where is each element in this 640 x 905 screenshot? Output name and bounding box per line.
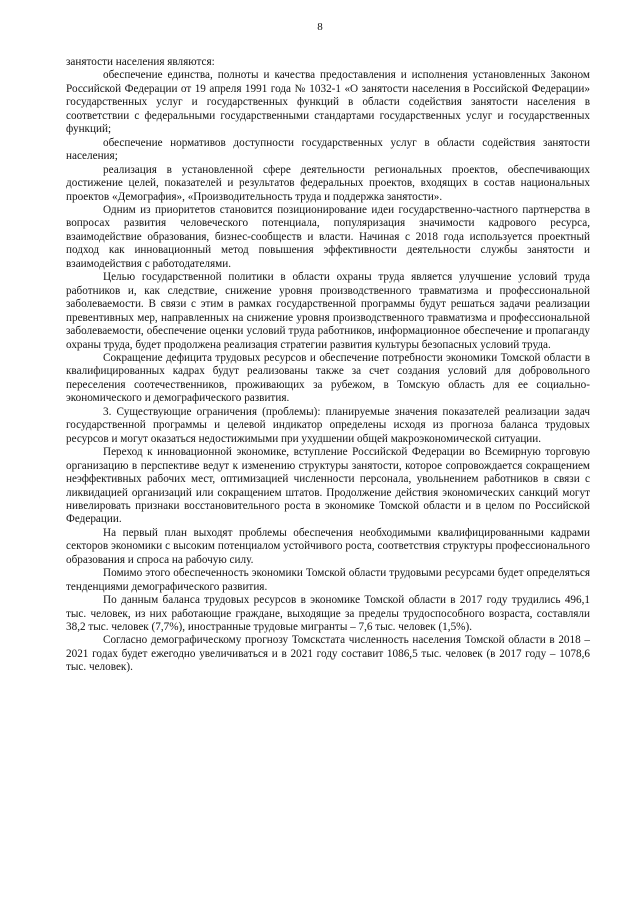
paragraph-goal-regional-projects: реализация в установленной сфере деятельности региональных проектов, обеспечивающих достижение целей, показателей и результатов федеральных проектов, входящих в состав национальных проектов «Демография», «Производительность труда и поддержка занятости». bbox=[66, 163, 590, 203]
paragraph-labor-balance-2017: По данным баланса трудовых ресурсов в экономике Томской области в 2017 году трудились 496,1 тыс. человек, из них работающие граждане, выходящие за пределы трудоспособного возраста, составляли 38,2 тыс. человек (7,7%), иностранные трудовые мигранты – 7,6 тыс. человек (1,5%). bbox=[66, 594, 590, 634]
paragraph-limitations: 3. Существующие ограничения (проблемы): планируемые значения показателей реализации задач государственной программы и целевой индикатор определены исходя из прогноза баланса трудовых ресурсов и могут оказаться недостижимыми при ухудшении общей макроэкономической ситуации. bbox=[66, 405, 590, 445]
paragraph-public-private-partnership: Одним из приоритетов становится позиционирование идеи государственно-частного партнерства в вопросах развития человеческого потенциала, популяризация значимости кадрового ресурса, взаимодействие образования, бизнес-сообществ и власти. Начиная с 2018 года используется проектный подход как инновационный метод повышения эффективности деятельности службы занятости и взаимодействия с работодателями. bbox=[66, 203, 590, 270]
paragraph-goal-accessibility: обеспечение нормативов доступности государственных услуг в области содействия занятости населения; bbox=[66, 136, 590, 163]
paragraph-labor-deficit: Сокращение дефицита трудовых ресурсов и обеспечение потребности экономики Томской области в квалифицированных кадрах будут реализованы также за счет создания условий для добровольного переселения соотечественников, проживающих за рубежом, в Томскую область для ее социально-экономического и демографического развития. bbox=[66, 351, 590, 405]
paragraph-demographic-trends: Помимо этого обеспеченность экономики Томской области трудовыми ресурсами будет определяться тенденциями демографического развития. bbox=[66, 567, 590, 593]
paragraph-labor-protection: Целью государственной политики в области охраны труда является улучшение условий труда работников и, как следствие, снижение уровня производственного травматизма и профессиональной заболеваемости. В связи с этим в рамках государственной программы будут решаться задачи реализации превентивных мер, направленных на снижение уровня производственного травматизма и профессиональной заболеваемости, обеспечение оценки условий труда работников, информационное обеспечение и пропаганду охраны труда, будет продолжена реализация стратегии развития культуры безопасных условий труда. bbox=[66, 271, 590, 351]
paragraph-continuation: занятости населения являются: bbox=[66, 56, 215, 68]
paragraph-demographic-forecast: Согласно демографическому прогнозу Томскстата численность населения Томской области в 2018 – 2021 годах будет ежегодно увеличиваться и в 2021 году составит 1086,5 тыс. человек (в 2017 году – 1078,6 тыс. человек). bbox=[66, 634, 590, 674]
paragraph-goal-quality-services: обеспечение единства, полноты и качества предоставления и исполнения установленных Законом Российской Федерации от 19 апреля 1991 года № 1032-1 «О занятости населения в Российской Федерации» государственных услуг и государственных функций в области содействия занятости населения в соответствии с федеральными государственными стандартами государственных услуг и государственных функций; bbox=[66, 69, 590, 136]
document-body bbox=[66, 56, 590, 675]
paragraph-qualified-staff: На первый план выходят проблемы обеспечения необходимыми квалифицированными кадрами секторов экономики с высоким потенциалом устойчивого роста, соответствия структуры профессионального образования и спроса на рабочую силу. bbox=[66, 526, 590, 566]
paragraph-innovative-economy: Переход к инновационной экономике, вступление Российской Федерации во Всемирную торговую организацию в перспективе ведут к изменению структуры занятости, которое сопровождается сокращением неэффективных рабочих мест, оптимизацией численности персонала, увольнением работников в связи с ликвидацией организаций или сокращением штатов. Продолжение действия экономических санкций могут нивелировать признаки восстановительного роста в экономике Томской области и в целом по Российской Федерации. bbox=[66, 446, 590, 526]
page-number: 8 bbox=[317, 21, 323, 33]
